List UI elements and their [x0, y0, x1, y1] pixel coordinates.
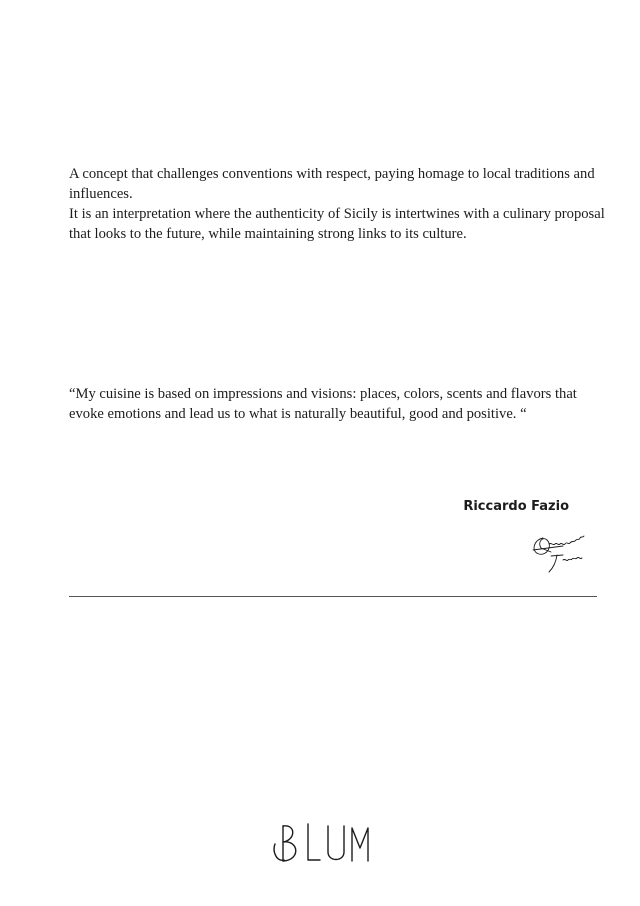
- chef-quote: “My cuisine is based on impressions and visions: places, colors, scents and flavors that evoke emotions and lead us to what is naturally beautiful, good and positive. “: [69, 386, 577, 422]
- blum-logo: [272, 818, 370, 864]
- signature-image: [529, 532, 591, 574]
- intro-paragraph-2: It is an interpretation where the authenticity of Sicily is intertwines with a culinary proposal that looks to the future, while maintaining strong links to its culture.: [69, 206, 605, 242]
- intro-text: [69, 164, 609, 244]
- divider-line: [69, 596, 597, 597]
- author-name: Riccardo Fazio: [463, 499, 569, 514]
- intro-paragraph-1: A concept that challenges conventions with respect, paying homage to local traditions and influences.: [69, 166, 595, 202]
